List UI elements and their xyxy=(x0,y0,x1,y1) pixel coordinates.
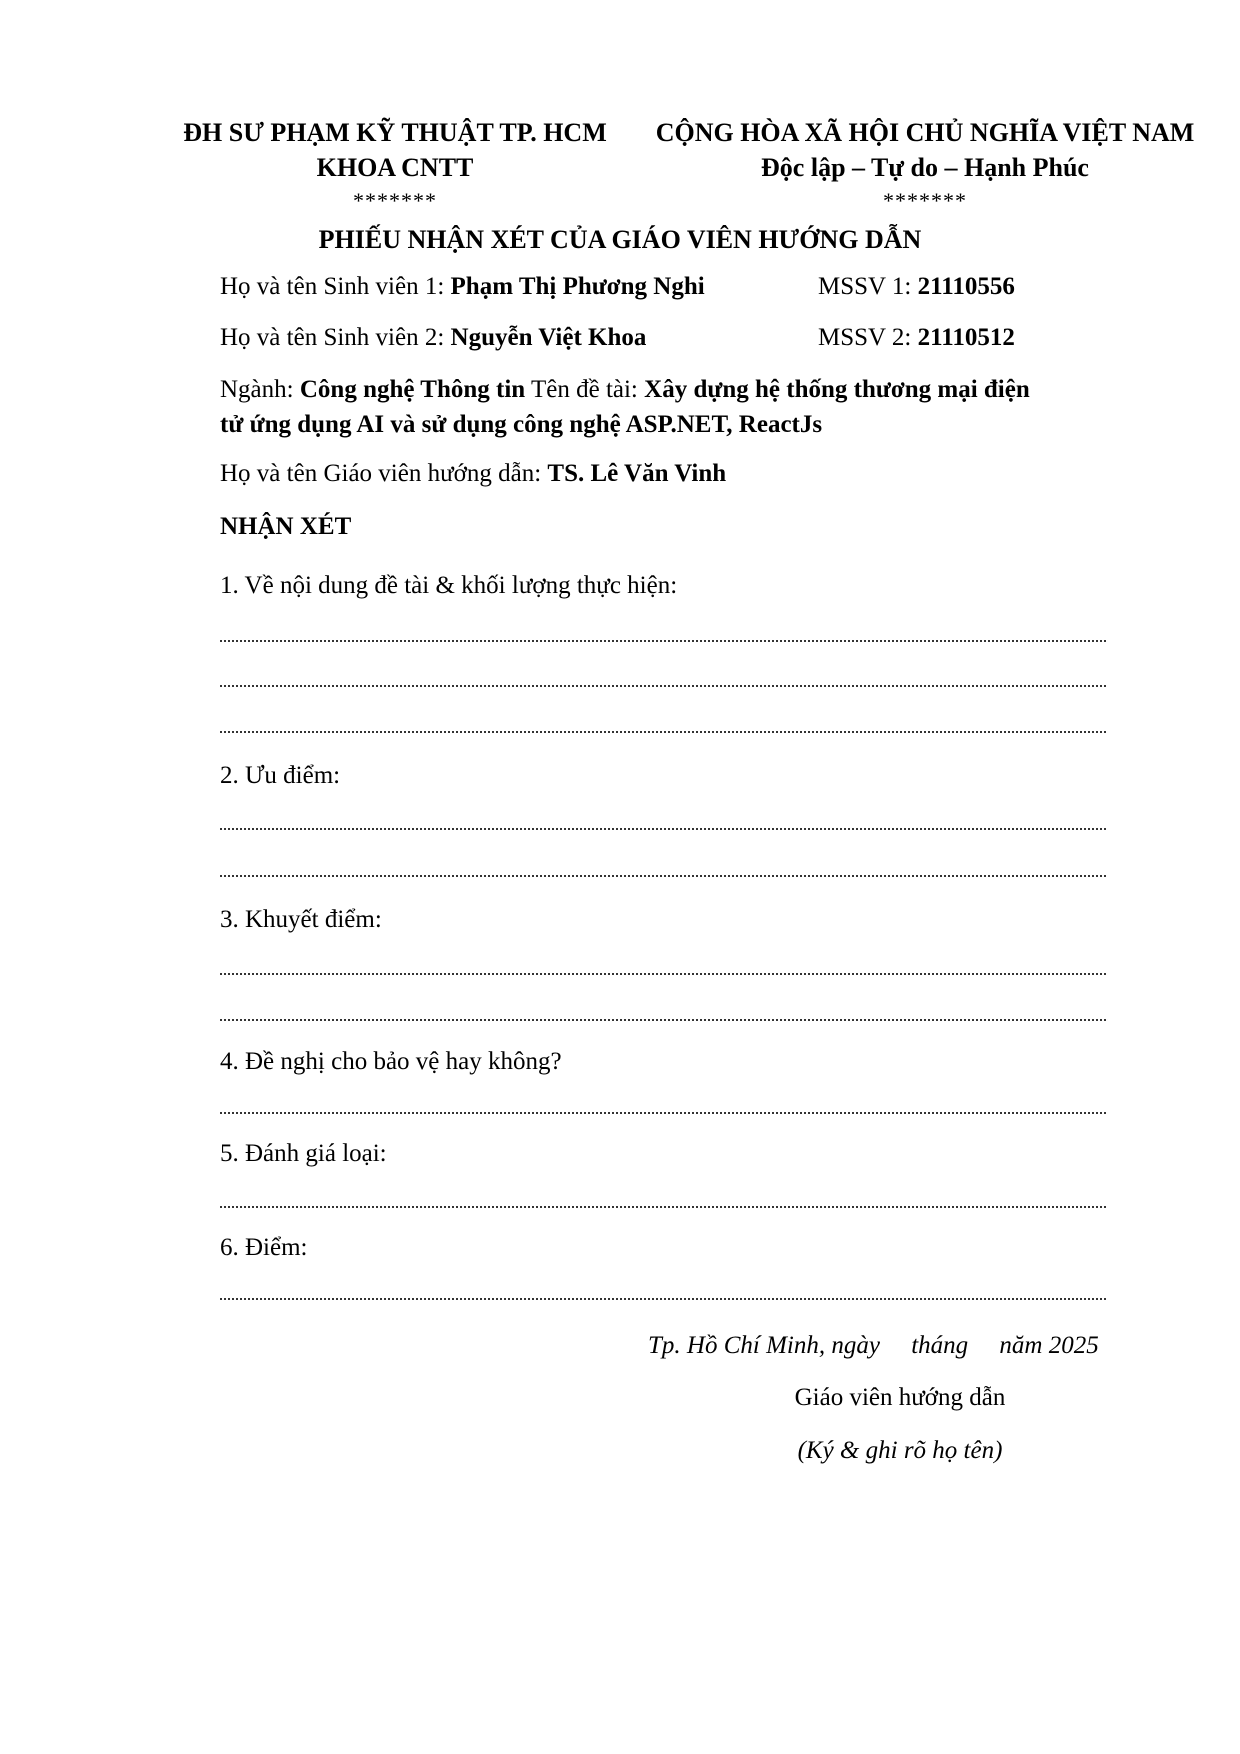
student-1-id-label: MSSV 1: xyxy=(818,273,918,300)
review-heading: NHẬN XÉT xyxy=(220,513,352,540)
student-2-id-row xyxy=(818,324,1015,352)
date-line: Tp. Hồ Chí Minh, ngày tháng năm 2025 xyxy=(648,1332,1099,1359)
section-4-label: 4. Đề nghị cho bảo vệ hay không? xyxy=(220,1048,562,1075)
student-2-label: Họ và tên Sinh viên 2: xyxy=(220,324,451,351)
advisor-label: Họ và tên Giáo viên hướng dẫn: xyxy=(220,460,548,487)
student-2-row xyxy=(220,324,646,352)
major-value: Công nghệ Thông tin xyxy=(299,376,526,403)
advisor-role: Giáo viên hướng dẫn xyxy=(794,1384,1006,1411)
section-2-label: 2. Ưu điểm: xyxy=(220,762,341,789)
student-1-label: Họ và tên Sinh viên 1: xyxy=(220,273,451,300)
answer-line[interactable] xyxy=(220,1298,1106,1300)
student-2-id: 21110512 xyxy=(917,324,1015,351)
university-name: ĐH SƯ PHẠM KỸ THUẬT TP. HCM xyxy=(183,118,607,147)
answer-line[interactable] xyxy=(220,685,1106,687)
answer-line[interactable] xyxy=(220,1019,1106,1021)
answer-line[interactable] xyxy=(220,875,1106,877)
section-6-label: 6. Điểm: xyxy=(220,1234,308,1261)
answer-line[interactable] xyxy=(220,1112,1106,1114)
answer-line[interactable] xyxy=(220,828,1106,830)
topic-line-2: tử ứng dụng AI và sử dụng công nghệ ASP.NET, ReactJs xyxy=(220,411,823,438)
national-motto: Độc lập – Tự do – Hạnh Phúc xyxy=(761,153,1089,182)
answer-line[interactable] xyxy=(220,640,1106,642)
right-stars: ******* xyxy=(883,188,967,213)
advisor-row xyxy=(220,460,726,488)
page-title: PHIẾU NHẬN XÉT CỦA GIÁO VIÊN HƯỚNG DẪN xyxy=(318,225,922,254)
answer-line[interactable] xyxy=(220,973,1106,975)
student-2-id-label: MSSV 2: xyxy=(818,324,918,351)
student-2-name: Nguyễn Việt Khoa xyxy=(450,324,647,351)
student-1-row xyxy=(220,273,705,301)
left-stars: ******* xyxy=(353,188,437,213)
section-3-label: 3. Khuyết điểm: xyxy=(220,906,382,933)
section-1-label: 1. Về nội dung đề tài & khối lượng thực hiện: xyxy=(220,572,678,599)
section-5-label: 5. Đánh giá loại: xyxy=(220,1140,387,1167)
major-label: Ngành: xyxy=(220,376,300,403)
topic-label: Tên đề tài: xyxy=(525,376,645,403)
answer-line[interactable] xyxy=(220,731,1106,733)
answer-line[interactable] xyxy=(220,1206,1106,1208)
signature-note: (Ký & ghi rõ họ tên) xyxy=(797,1437,1003,1464)
student-1-id-row xyxy=(818,273,1015,301)
topic-line-1: Xây dựng hệ thống thương mại điện xyxy=(644,376,1030,403)
major-topic-row xyxy=(220,376,1030,404)
student-1-name: Phạm Thị Phương Nghi xyxy=(450,273,705,300)
faculty-name: KHOA CNTT xyxy=(316,153,474,182)
country-name: CỘNG HÒA XÃ HỘI CHỦ NGHĨA VIỆT NAM xyxy=(655,118,1195,147)
advisor-name: TS. Lê Văn Vinh xyxy=(547,460,727,487)
student-1-id: 21110556 xyxy=(917,273,1015,300)
